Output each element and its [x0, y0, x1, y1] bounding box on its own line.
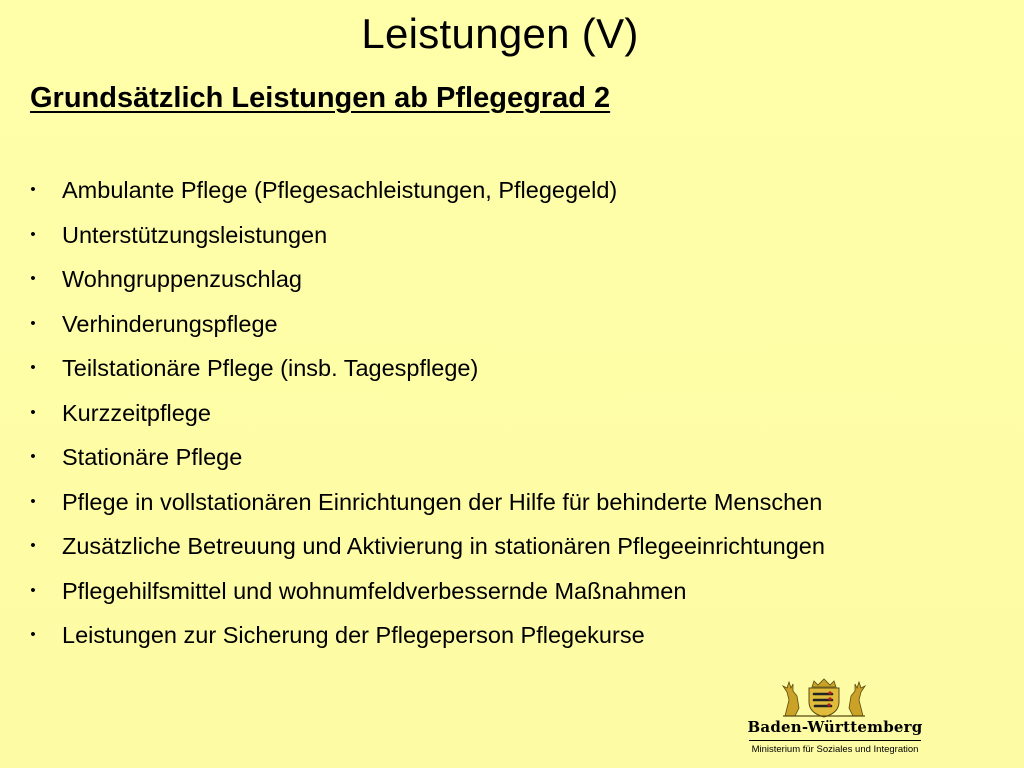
list-item-text: Pflege in vollstationären Einrichtungen der Hilfe für behinderte Menschen — [62, 488, 823, 515]
brand-divider — [749, 740, 921, 741]
list-item — [26, 526, 825, 571]
bullet-icon: • — [30, 270, 36, 287]
bullet-icon: • — [30, 314, 36, 332]
list-item — [26, 393, 825, 438]
bullet-icon: • — [30, 492, 36, 510]
list-item — [26, 482, 825, 527]
list-item-text: Pflegehilfsmittel und wohnumfeldverbessernde Maßnahmen — [62, 577, 687, 604]
bullet-icon: • — [30, 448, 36, 465]
list-item-text: Ambulante Pflege (Pflegesachleistungen, Pflegegeld) — [62, 177, 618, 203]
list-item — [26, 348, 825, 393]
list-item — [26, 571, 825, 616]
list-item — [26, 615, 825, 660]
list-item-text: Zusätzliche Betreuung und Aktivierung in stationären Pflegeeinrichtungen — [62, 533, 825, 559]
list-item-text: Leistungen zur Sicherung der Pflegeperson Pflegekurse — [62, 622, 645, 648]
list-item-text: Wohngruppenzuschlag — [62, 266, 302, 292]
bullet-icon: • — [30, 626, 36, 643]
bullet-icon: • — [30, 537, 36, 554]
list-item-text: Unterstützungsleistungen — [62, 221, 328, 248]
bullet-icon: • — [30, 181, 36, 198]
list-item — [26, 215, 825, 260]
baden-wuerttemberg-coat-of-arms-icon — [779, 678, 869, 718]
list-item-text: Teilstationäre Pflege (insb. Tagespflege) — [62, 355, 479, 381]
list-item — [26, 304, 825, 349]
list-item-text: Verhinderungspflege — [62, 310, 278, 337]
benefits-list — [26, 170, 825, 660]
list-item — [26, 437, 825, 482]
slide-title: Leistungen (V) — [361, 10, 639, 57]
list-item-text: Stationäre Pflege — [62, 444, 243, 470]
bullet-icon: • — [30, 581, 36, 599]
list-item — [26, 170, 825, 215]
list-item — [26, 259, 825, 304]
bullet-icon: • — [30, 225, 36, 243]
list-item-text: Kurzzeitpflege — [62, 399, 211, 426]
slide-subtitle: Grundsätzlich Leistungen ab Pflegegrad 2 — [30, 82, 611, 114]
bullet-icon: • — [30, 359, 36, 376]
ministry-logo — [735, 672, 935, 764]
ministry-name: Ministerium für Soziales und Integration — [751, 744, 919, 755]
bullet-icon: • — [30, 403, 36, 421]
brand-name: Baden-Württemberg — [747, 718, 923, 736]
